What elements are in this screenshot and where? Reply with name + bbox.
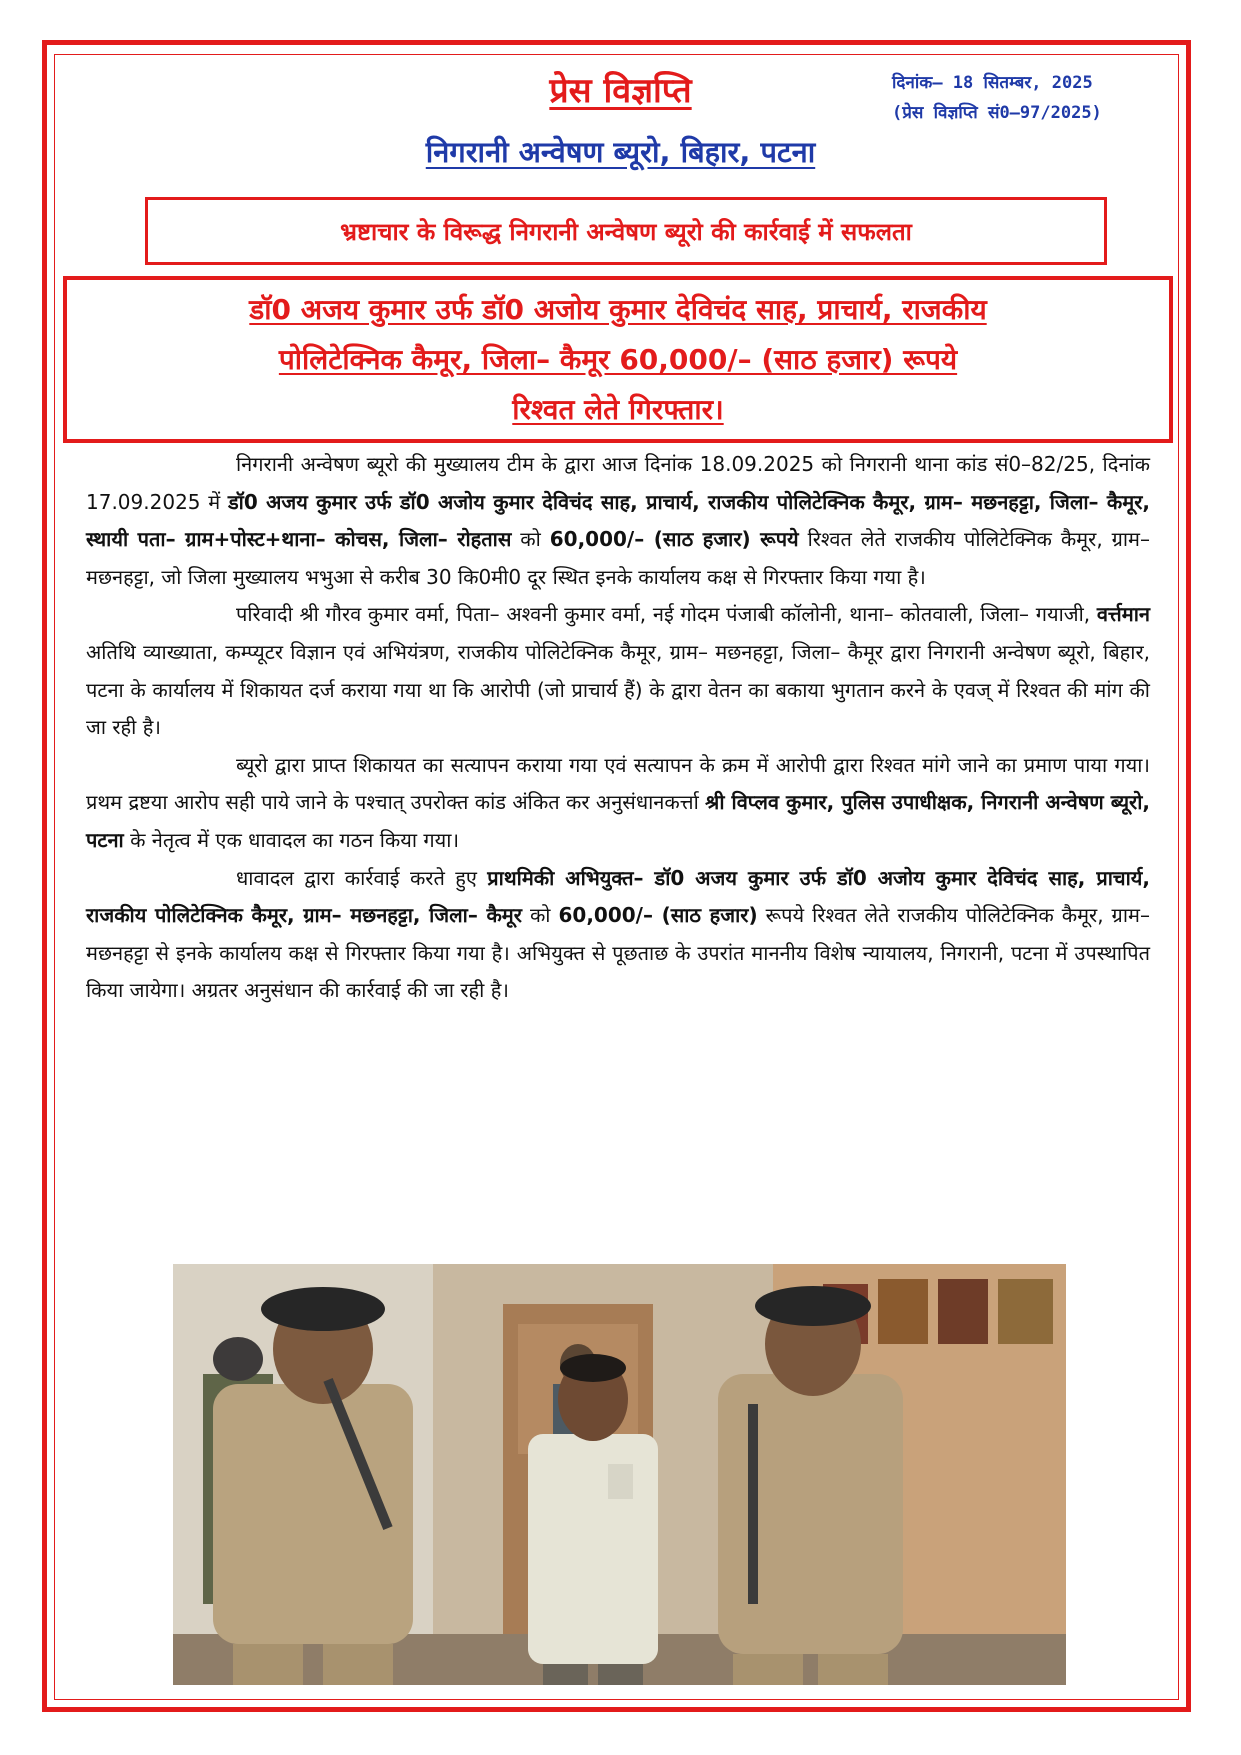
p1-amount: 60,000/– (साठ हजार) रूपये bbox=[549, 527, 799, 552]
date-block bbox=[892, 68, 1102, 128]
headline-line-3: रिश्वत लेते गिरफ्तार। bbox=[512, 392, 724, 426]
headline-line-1: डॉ0 अजय कुमार उर्फ डॉ0 अजोय कुमार देविचंद साह, प्राचार्य, राजकीय bbox=[249, 292, 987, 326]
p4-accused: प्राथमिकी अभियुक्त– डॉ0 अजय कुमार उर्फ डॉ0 अजोय कुमार देविचंद साह, प्राचार्य, राजकीय पोलिटेक्निक कैमूर, ग्राम– मछनहट्टा, जिला– कैमूर bbox=[86, 865, 1150, 928]
headline-line-2: पोलिटेक्निक कैमूर, जिला– कैमूर 60,000/– (साठ हजार) रूपये bbox=[278, 342, 958, 376]
arrest-photo bbox=[173, 1264, 1066, 1685]
p4-amount: 60,000/– (साठ हजार) bbox=[558, 903, 758, 928]
p2-text: परिवादी श्री गौरव कुमार वर्मा, पिता– अश्वनी कुमार वर्मा, नई गोदम पंजाबी कॉलोनी, थाना– कोतवाली, जिला– गयाजी, bbox=[236, 602, 1097, 627]
release-number: (प्रेस विज्ञप्ति सं0–97/2025) bbox=[892, 103, 1102, 123]
press-release-body bbox=[86, 446, 1150, 1010]
paragraph-2 bbox=[86, 596, 1150, 746]
p4-text: धावादल द्वारा कार्रवाई करते हुए bbox=[236, 865, 488, 890]
paragraph-1 bbox=[86, 446, 1150, 596]
p1-text: निगरानी अन्वेषण ब्यूरो की मुख्यालय टीम के द्वारा आज दिनांक 18.09.2025 को निगरानी थाना कांड सं0–82/25, दिनांक 17.09.2025 में bbox=[86, 452, 1150, 514]
paragraph-3 bbox=[86, 747, 1150, 860]
page-title: प्रेस विज्ञप्ति bbox=[549, 71, 692, 111]
paragraph-4 bbox=[86, 860, 1150, 1010]
p1-accused: डॉ0 अजय कुमार उर्फ डॉ0 अजोय कुमार देविचंद साह, प्राचार्य, राजकीय पोलिटेक्निक कैमूर, ग्राम– मछनहट्टा, जिला– कैमूर, स्थायी पता– ग्राम+पोस्ट+थाना– कोचस, जिला– रोहतास bbox=[86, 489, 1150, 552]
p4-text: रूपये रिश्वत लेते राजकीय पोलिटेक्निक कैमूर, ग्राम– मछनहट्टा से इनके कार्यालय कक्ष से गिरफ्तार किया गया है। अभियुक्त से पूछताछ के उपरांत माननीय विशेष न्यायालय, निगरानी, पटना में उपस्थापित किया जायेगा। अग्रतर अनुसंधान की कार्रवाई की जा रही है। bbox=[86, 903, 1150, 1003]
p1-text: को bbox=[511, 527, 550, 552]
p2-bold: वर्त्तमान bbox=[1096, 602, 1150, 627]
success-banner bbox=[145, 197, 1107, 265]
p2-text: अतिथि व्याख्याता, कम्प्यूटर विज्ञान एवं अभियंत्रण, राजकीय पोलिटेक्निक कैमूर, ग्राम– मछनहट्टा, जिला– कैमूर द्वारा निगरानी अन्वेषण ब्यूरो, बिहार, पटना के कार्यालय में शिकायत दर्ज कराया गया था कि आरोपी (जो प्राचार्य हैं) के द्वारा वेतन का बकाया भुगतान करने के एवज् में रिश्वत की मांग की जा रही है। bbox=[86, 639, 1150, 740]
p3-text: के नेतृत्व में एक धावादल का गठन किया गया। bbox=[123, 827, 460, 852]
p3-text: ब्यूरो द्वारा प्राप्त शिकायत का सत्यापन कराया गया एवं सत्यापन के क्रम में आरोपी द्वारा रिश्वत मांगे जाने का प्रमाण पाया गया। प्रथम द्रष्टया आरोप सही पाये जाने के पश्चात् उपरोक्त कांड अंकित कर अनुसंधानकर्त्ता bbox=[86, 752, 1150, 815]
p4-text: को bbox=[521, 903, 559, 928]
success-banner-text: भ्रष्टाचार के विरूद्ध निगरानी अन्वेषण ब्यूरो की कार्रवाई में सफलता bbox=[340, 217, 912, 246]
p3-officer: श्री विप्लव कुमार, पुलिस उपाधीक्षक, निगरानी अन्वेषण ब्यूरो, पटना bbox=[86, 790, 1150, 852]
office-name: निगरानी अन्वेषण ब्यूरो, बिहार, पटना bbox=[425, 135, 816, 169]
p1-text: रिश्वत लेते राजकीय पोलिटेक्निक कैमूर, ग्राम– मछनहट्टा, जो जिला मुख्यालय भभुआ से करीब 30 कि0मी0 दूर स्थित इनके कार्यालय कक्ष से गिरफ्तार किया गया है। bbox=[86, 527, 1151, 589]
release-date: दिनांक– 18 सितम्बर, 2025 bbox=[892, 73, 1093, 93]
headline-box bbox=[63, 276, 1173, 443]
